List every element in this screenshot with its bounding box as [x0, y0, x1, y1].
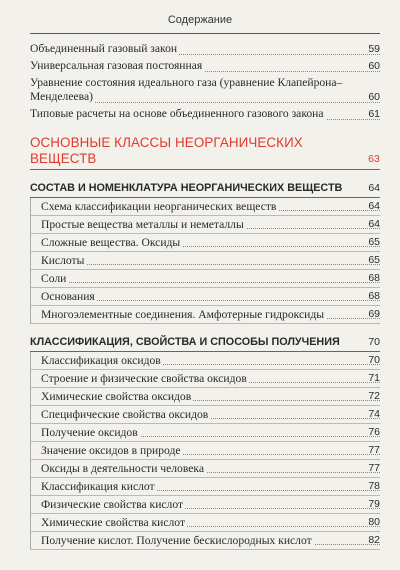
toc-entry-title: Многоэлементные соединения. Амфотерные гидроксиды [41, 308, 325, 321]
toc-entry[interactable] [31, 532, 380, 550]
toc-entry-title: Простые вещества металлы и неметаллы [41, 218, 244, 231]
toc-entry-title: Получение кислот. Получение бескислородных кислот [41, 534, 312, 547]
toc-entry-page: 72 [368, 390, 380, 402]
toc-entry-page: 64 [368, 218, 380, 230]
toc-entry-page: 64 [368, 200, 380, 212]
toc-entry-page: 78 [368, 480, 380, 492]
toc-entry-title: Основания [41, 290, 95, 303]
toc-entry[interactable] [30, 42, 380, 56]
toc-entry-page: 80 [368, 516, 380, 528]
chapter-title: ОСНОВНЫЕ КЛАССЫ НЕОРГАНИЧЕСКИХ ВЕЩЕСТВ [30, 135, 303, 166]
toc-entry[interactable] [31, 198, 380, 216]
section-entries [30, 198, 380, 324]
toc-entry[interactable] [31, 234, 380, 252]
header-rule [30, 33, 380, 34]
toc-entry-title: Оксиды в деятельности человека [41, 462, 205, 475]
toc-entry-title: Типовые расчеты на основе объединенного газового закона [30, 107, 324, 120]
toc-entry-page: 77 [368, 462, 380, 474]
toc-entry-title: Физические свойства кислот [41, 498, 184, 511]
toc-entry-title: Химические свойства оксидов [41, 390, 192, 403]
toc-entry-title: Строение и физические свойства оксидов [41, 372, 247, 385]
section-page: 64 [368, 182, 380, 194]
toc-entry[interactable] [31, 406, 380, 424]
section-heading[interactable] [30, 182, 380, 195]
section-title: КЛАССИФИКАЦИЯ, СВОЙСТВА И СПОСОБЫ ПОЛУЧЕНИЯ [30, 336, 340, 348]
toc-entry-title: Получение оксидов [41, 426, 138, 439]
chapter-rule [30, 169, 380, 170]
toc-entry-page: 65 [368, 236, 380, 248]
toc-entry[interactable] [31, 270, 380, 288]
toc-entry[interactable] [31, 460, 380, 478]
toc-entry-title: Соли [41, 272, 67, 285]
toc-entry[interactable] [31, 514, 380, 532]
toc-entry[interactable] [30, 107, 380, 121]
toc-entry-title: Сложные вещества. Оксиды [41, 236, 181, 249]
toc-entry-title: Химические свойства кислот [41, 516, 186, 529]
table-of-contents [30, 42, 380, 550]
toc-entry[interactable] [31, 252, 380, 270]
toc-entry-page: 74 [368, 408, 380, 420]
toc-entry-page: 69 [368, 308, 380, 320]
toc-entry-page: 70 [368, 354, 380, 366]
toc-entry[interactable] [31, 388, 380, 406]
toc-entry[interactable] [30, 59, 380, 73]
page-header: Содержание [167, 14, 233, 26]
chapter-heading[interactable] [30, 135, 380, 167]
section-entries [30, 352, 380, 550]
toc-entry-page: 79 [368, 498, 380, 510]
toc-entry-title: Универсальная газовая постоянная [30, 59, 203, 72]
toc-entry[interactable] [31, 352, 380, 370]
toc-entry[interactable] [31, 442, 380, 460]
toc-entry-title: Объединенный газовый закон [30, 42, 178, 55]
section-title: СОСТАВ И НОМЕНКЛАТУРА НЕОРГАНИЧЕСКИХ ВЕЩЕСТВ [30, 182, 343, 194]
toc-entry[interactable] [31, 424, 380, 442]
chapter-page: 63 [368, 153, 380, 165]
toc-entry[interactable] [30, 76, 380, 104]
toc-entry-title: Уравнение состояния идеального газа (уравнение Клапейрона–Менделеева) [30, 76, 343, 103]
toc-entry[interactable] [31, 478, 380, 496]
toc-entry[interactable] [31, 306, 380, 324]
section-page: 70 [368, 336, 380, 348]
toc-entry-page: 60 [368, 60, 380, 72]
toc-entry-title: Классификация кислот [41, 480, 155, 493]
toc-entry-page: 76 [368, 426, 380, 438]
toc-entry-page: 82 [368, 534, 380, 546]
section-heading[interactable] [30, 336, 380, 349]
toc-entry-title: Схема классификации неорганических веществ [41, 200, 277, 213]
top-entries [30, 42, 380, 121]
toc-entry-title: Значение оксидов в природе [41, 444, 181, 457]
toc-entry[interactable] [31, 496, 380, 514]
toc-entry-page: 65 [368, 254, 380, 266]
toc-entry-page: 68 [368, 272, 380, 284]
toc-entry-page: 59 [368, 43, 380, 55]
toc-entry[interactable] [31, 216, 380, 234]
toc-entry-page: 77 [368, 444, 380, 456]
toc-entry-page: 61 [368, 108, 380, 120]
toc-entry-title: Специфические свойства оксидов [41, 408, 209, 421]
toc-entry[interactable] [31, 288, 380, 306]
toc-entry-page: 68 [368, 290, 380, 302]
toc-entry-page: 71 [368, 372, 380, 384]
toc-entry-page: 60 [368, 91, 380, 103]
toc-entry-title: Классификация оксидов [41, 354, 161, 367]
toc-entry[interactable] [31, 370, 380, 388]
toc-entry-title: Кислоты [41, 254, 85, 267]
